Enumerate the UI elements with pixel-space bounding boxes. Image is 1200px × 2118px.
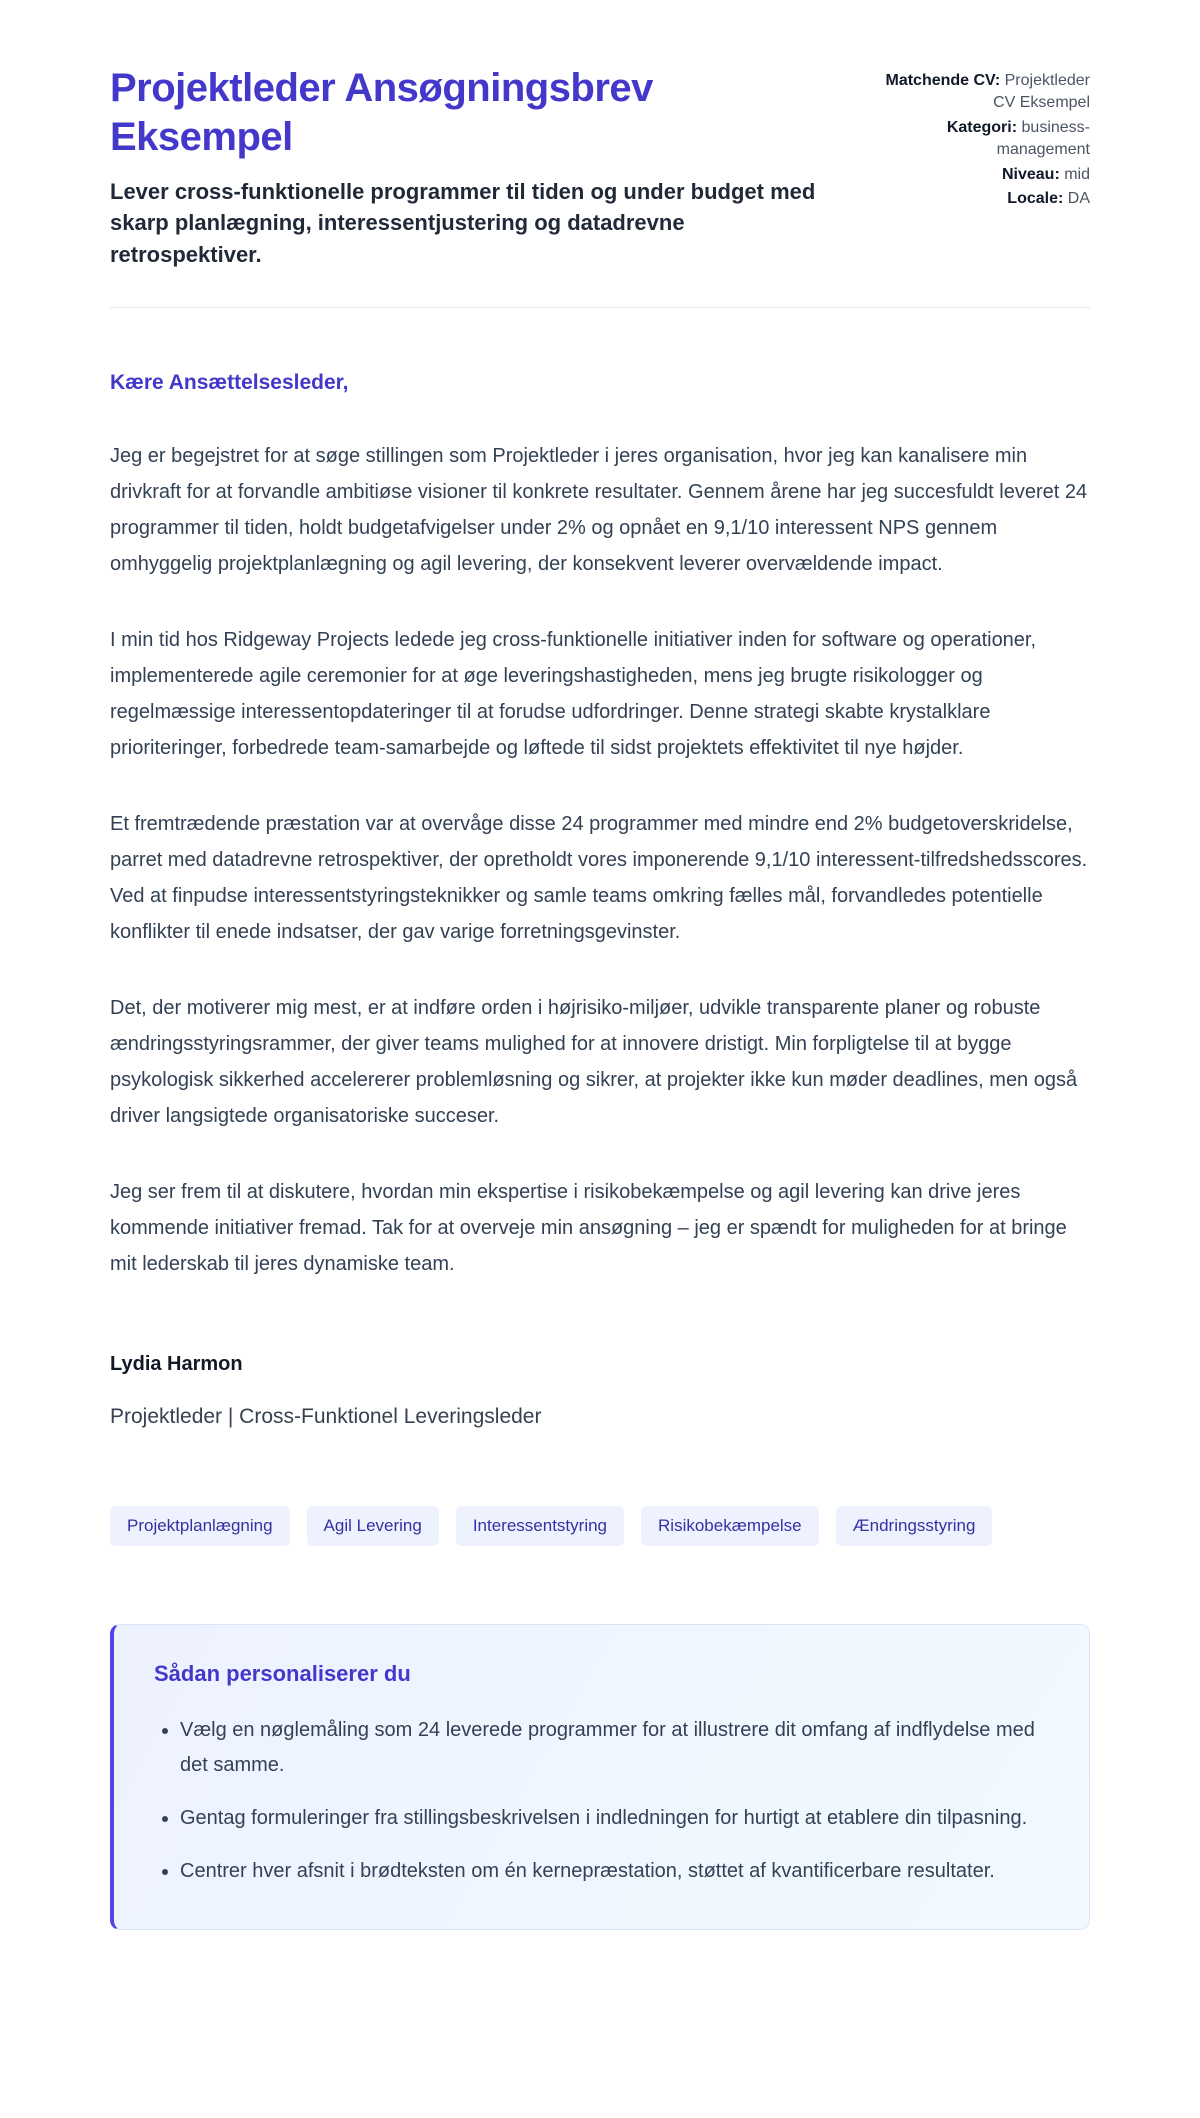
tag-chip-stakeholder-management: Interessentstyring xyxy=(456,1506,624,1546)
meta-label-matching-cv: Matchende CV: xyxy=(885,72,1001,89)
tip-item-2: • Gentag formuleringer fra stillingsbeskrivelsen i indledningen for hurtigt at etablere din tilpasning. xyxy=(180,1801,1049,1836)
tips-heading: Sådan personaliserer du xyxy=(154,1660,411,1686)
signature-name: Lydia Harmon xyxy=(110,1353,243,1376)
tip-item-1: • Vælg en nøglemåling som 24 leverede programmer for at illustrere dit omfang af indflydelse med det samme. xyxy=(180,1713,1049,1783)
tip-item-3: • Centrer hver afsnit i brødteksten om én kernepræstation, støttet af kvantificerbare resultater. xyxy=(180,1854,1049,1889)
meta-value-level: mid xyxy=(1064,165,1090,183)
tag-chip-risk-mitigation: Risikobekæmpelse xyxy=(641,1506,819,1546)
paragraph-3: Et fremtrædende præstation var at overvåge disse 24 programmer med mindre end 2% budgetoverskridelse, parret med datadrevne retrospektiver, der opretholdt vores imponerende 9,1/10 interessent-tilfredshedsscores. Ved at finpudse interessentstyringsteknikker og samle teams omkring fælles mål, forvandledes potentielle konflikter til enede indsatser, der gav varige forretningsgevinster. xyxy=(110,813,1088,944)
paragraph-4: Det, der motiverer mig mest, er at indføre orden i højrisiko-miljøer, udvikle transparente planer og robuste ændringsstyringsrammer, der giver teams mulighed for at innovere dristigt. Min forpligtelse til at bygge psykologisk sikkerhed accelererer problemløsning og sikrer, at projekter ikke kun møder deadlines, men også driver langsigtede organisatoriske succeser. xyxy=(110,997,1078,1128)
tips-list xyxy=(154,1713,1049,1889)
paragraph-1: Jeg er begejstret for at søge stillingen som Projektleder i jeres organisation, hvor jeg kan kanalisere min drivkraft for at forvandle ambitiøse visioner til konkrete resultater. Gennem årene har jeg succesfuldt leveret 24 programmer til tiden, holdt budgetafvigelser under 2% og opnået en 9,1/10 interessent NPS gennem omhyggelig projektplanlægning og agil levering, der konsekvent leverer overvældende impact. xyxy=(110,445,1088,576)
meta-matching-cv xyxy=(872,70,1090,115)
tag-list xyxy=(110,1506,1090,1546)
meta-value-locale: DA xyxy=(1067,189,1090,207)
page-subtitle: Lever cross-funktionelle programmer til tiden og under budget med skarp planlægning, interessentjustering og datadrevne retrospektiver. xyxy=(110,178,816,268)
greeting: Kære Ansættelsesleder, xyxy=(110,371,349,395)
signature-role: Projektleder | Cross-Funktionel Leveringsleder xyxy=(110,1405,542,1429)
meta-value-matching-cv: Projektleder CV Eksempel xyxy=(993,72,1090,112)
page-title: Projektleder Ansøgningsbrev Eksempel xyxy=(110,66,653,159)
meta-label-level: Niveau: xyxy=(1001,165,1060,183)
meta-panel xyxy=(872,64,1090,212)
letter-body xyxy=(110,364,1090,1436)
meta-level xyxy=(872,164,1090,186)
meta-locale xyxy=(872,188,1090,210)
header-divider xyxy=(110,307,1090,308)
tips-box xyxy=(110,1624,1090,1930)
meta-value-category: business-management xyxy=(996,118,1090,159)
paragraph-5: Jeg ser frem til at diskutere, hvordan min ekspertise i risikobekæmpelse og agil levering kan drive jeres kommende initiativer fremad. Tak for at overveje min ansøgning – jeg er spændt for muligheden for at bringe mit lederskab til jeres dynamiske team. xyxy=(110,1181,1067,1276)
meta-label-locale: Locale: xyxy=(1007,189,1064,207)
paragraph-2: I min tid hos Ridgeway Projects ledede jeg cross-funktionelle initiativer inden for software og operationer, implementerede agile ceremonier for at øge leveringshastigheden, mens jeg brugte risikologger og regelmæssige interessentopdateringer til at forudse udfordringer. Denne strategi skabte krystalklare prioriteringer, forbedrede team-samarbejde og løftede til sidst projektets effektivitet til nye højder. xyxy=(110,629,1037,760)
header-title-block xyxy=(110,64,832,271)
tag-chip-change-management: Ændringsstyring xyxy=(836,1506,993,1546)
meta-label-category: Kategori: xyxy=(946,118,1018,136)
tag-chip-agile-delivery: Agil Levering xyxy=(307,1506,439,1546)
page-header xyxy=(110,64,1090,271)
meta-category xyxy=(872,117,1090,162)
tag-chip-project-planning: Projektplanlægning xyxy=(110,1506,290,1546)
